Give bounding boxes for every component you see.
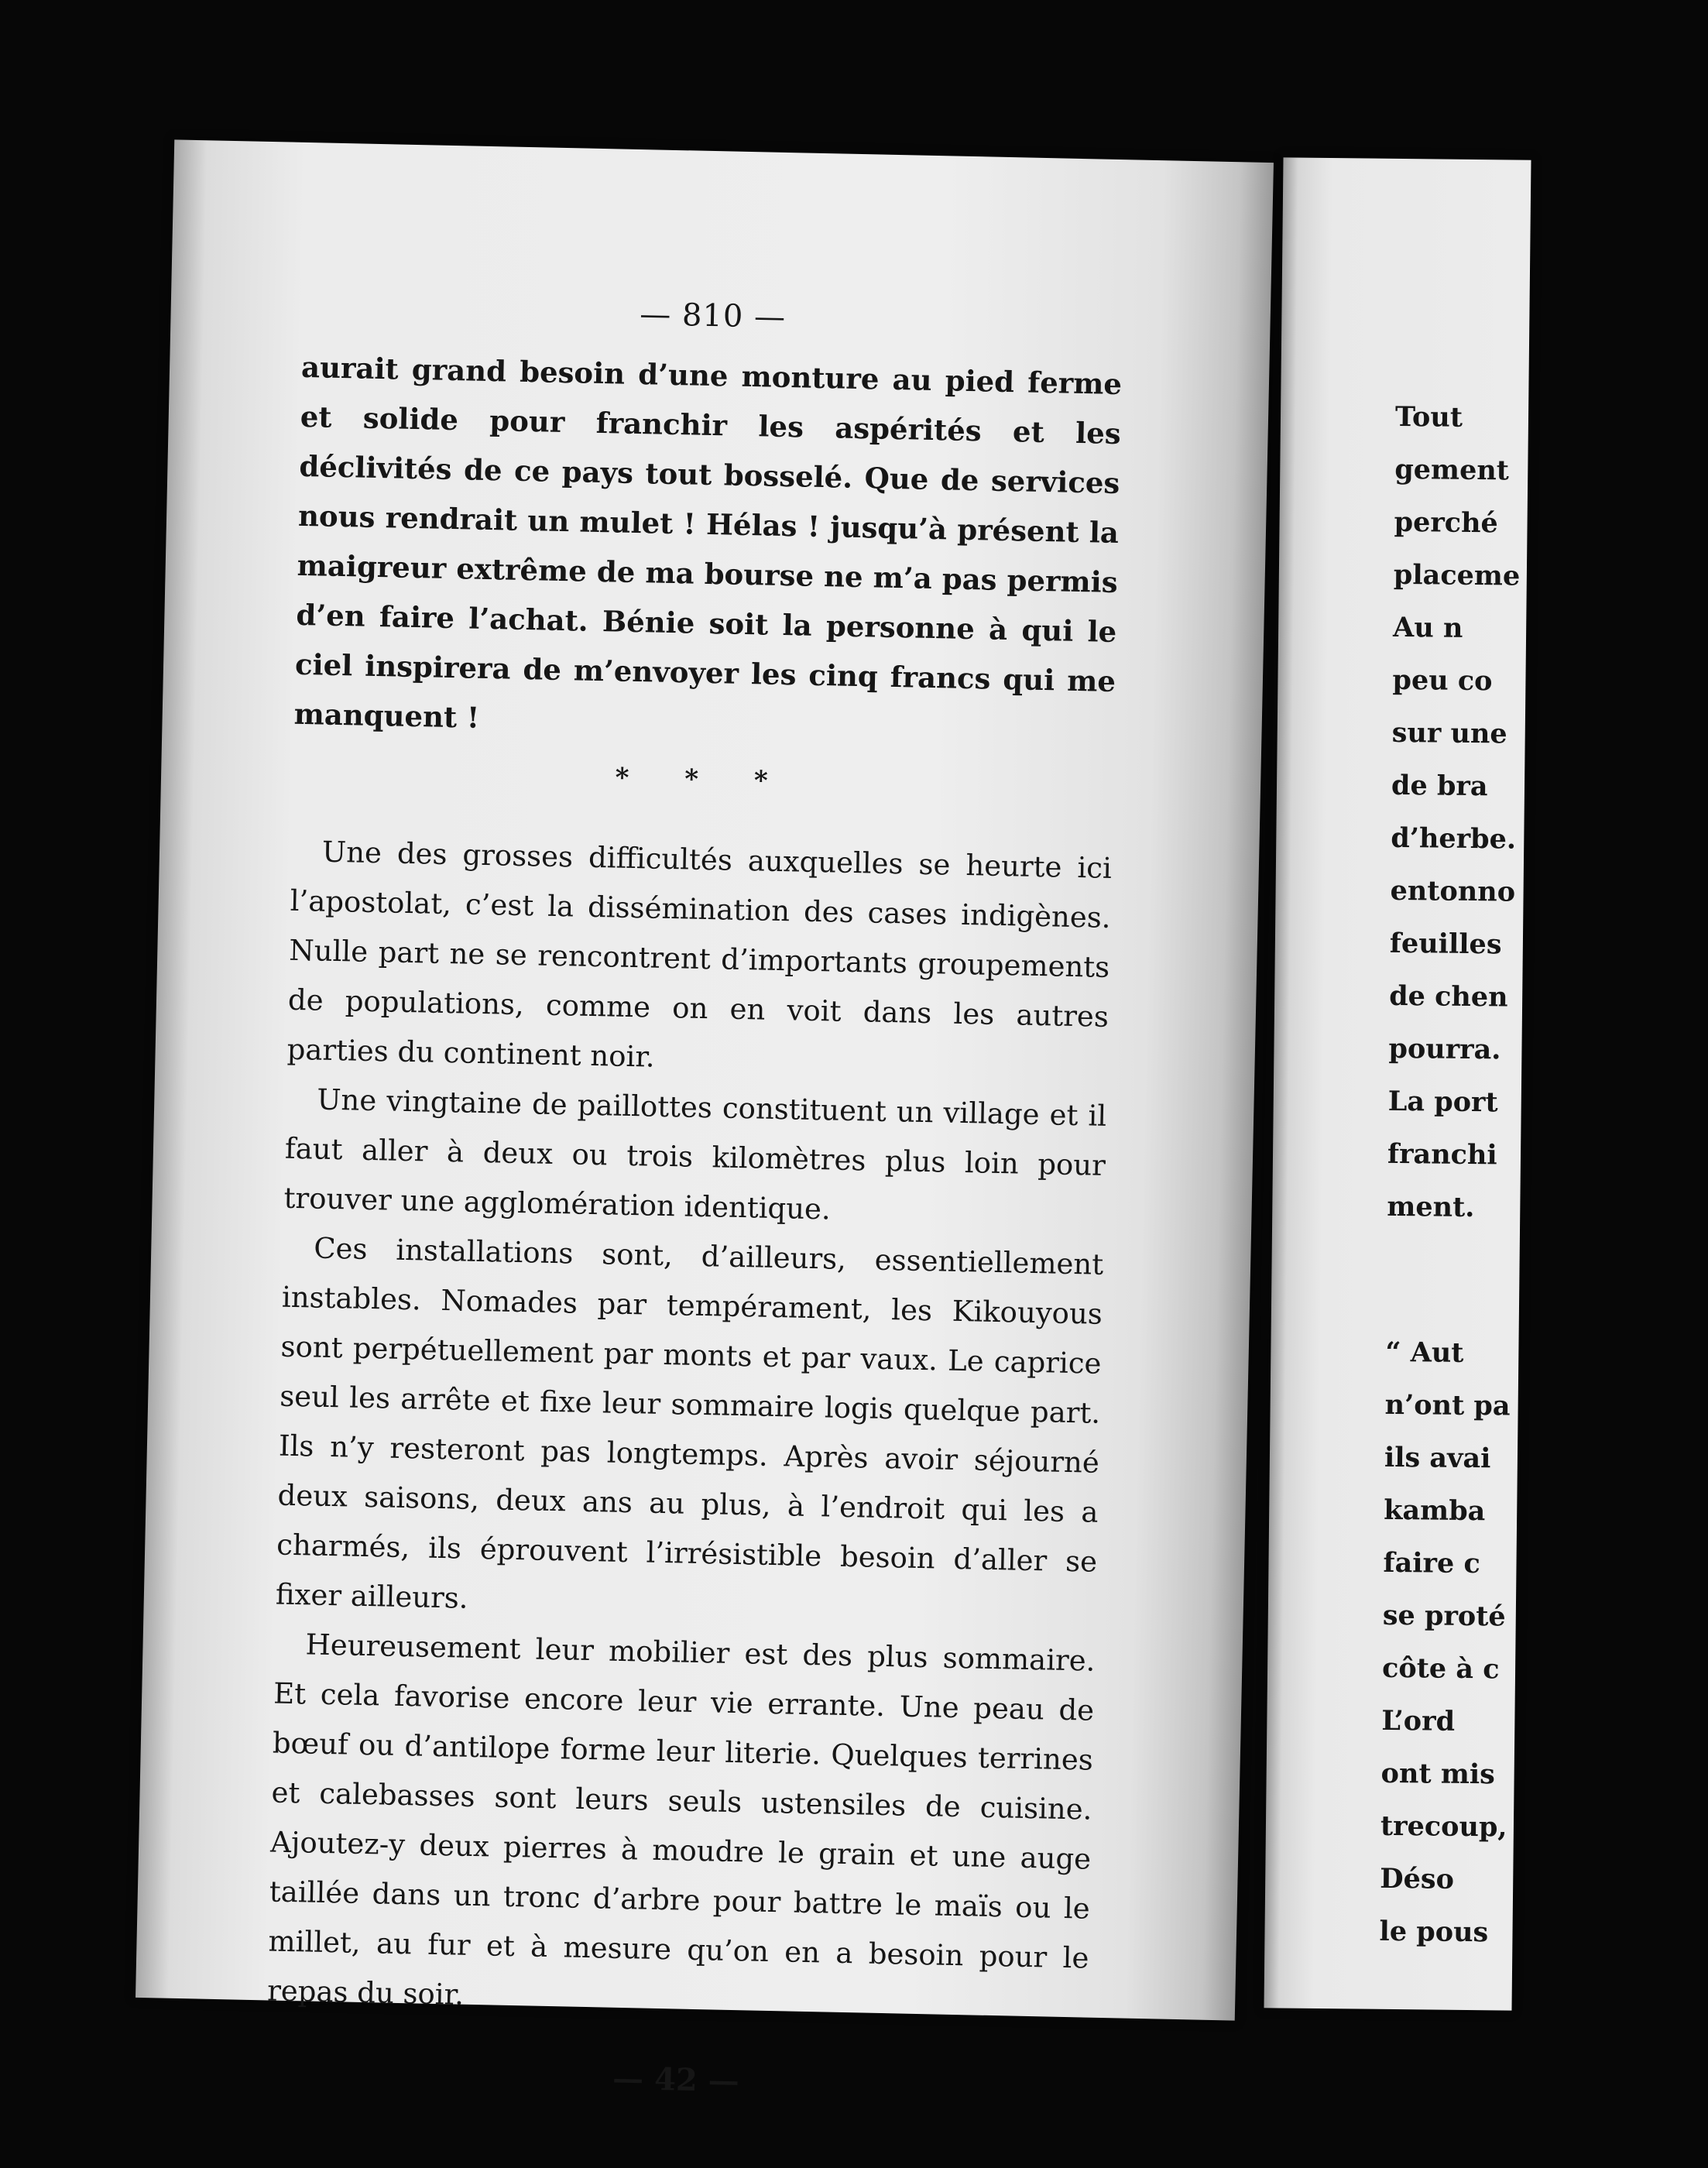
line-fragment: “ Aut [1385, 1336, 1464, 1369]
line-fragment: peu co [1392, 664, 1493, 698]
line-fragment: placeme [1393, 558, 1521, 592]
line-fragment: perché [1394, 506, 1499, 540]
line-fragment: Déso [1380, 1862, 1455, 1895]
line-fragment: La port [1387, 1085, 1498, 1119]
page-header-number: — 810 — [639, 297, 787, 335]
left-book-page [135, 139, 1274, 2100]
line-fragment: faire c [1383, 1546, 1480, 1580]
line-fragment: se proté [1382, 1599, 1506, 1633]
left-page-text-block [266, 290, 1123, 2107]
line-fragment: feuilles [1389, 927, 1502, 961]
line-fragment: côte à c [1381, 1652, 1500, 1686]
line-fragment: Au n [1392, 611, 1463, 644]
line-fragment: ment. [1387, 1190, 1475, 1224]
line-fragment: Tout [1394, 400, 1463, 434]
line-fragment: pourra. [1388, 1032, 1501, 1066]
right-page-text-fragments [1379, 391, 1705, 1961]
line-fragment: kamba [1384, 1494, 1486, 1528]
paragraph-installations: Ces installations sont, d’ailleurs, essentiellement instables. Nomades par tempérament, les Kikouyous sont perpétuellement par monts et par vaux. Le caprice seul les arrête et fixe leur sommaire logis quelque part. Ils n’y resteront pas longtemps. Après avoir séjourné deux saisons, deux ans au plus, à l’endroit qui les a charmés, ils éprouvent l’irrésistible besoin d’aller se fixer ailleurs. [275, 1231, 1104, 1615]
line-fragment: franchi [1387, 1137, 1497, 1171]
line-fragment: L’ord [1381, 1704, 1456, 1737]
line-fragment: trecoup, [1380, 1810, 1507, 1844]
line-fragment: ils avai [1384, 1441, 1491, 1475]
line-fragment: de bra [1391, 769, 1488, 803]
line-fragment: entonno [1390, 874, 1516, 908]
line-fragment: ont mis [1380, 1757, 1496, 1791]
line-fragment: n’ont pa [1384, 1388, 1511, 1422]
right-book-page [1264, 157, 1531, 2010]
line-fragment: gement [1394, 453, 1510, 487]
line-fragment: de chen [1388, 979, 1508, 1014]
paragraph-mobilier: Heureusement leur mobilier est des plus sommaire. Et cela favorise encore leur vie errante. Une peau de bœuf ou d’antilope forme leur literie. Quelques terrines et calebasses sont leurs seuls ustensiles de cuisine. Ajoutez-y deux pierres à moudre le grain et une auge taillée dans un tronc d’arbre pour battre le maïs ou le millet, au fur et à mesure qu’on en a besoin pour le repas du soir. [266, 1628, 1096, 2012]
line-fragment: d’herbe. [1391, 822, 1517, 856]
page-footer-number: — 42 — [612, 2060, 740, 2100]
paragraph-continued: aurait grand besoin d’une monture au pied ferme et solide pour franchir les aspérités et les déclivités de ce pays tout bosselé. Que de services nous rendrait un mulet ! Hélas ! jusqu’à présent la maigreur extrême de ma bourse ne m’a pas permis d’en faire l’achat. Bénie soit la personne à qui le ciel inspirera de m’envoyer les cinq francs qui me manquent ! [293, 349, 1123, 735]
line-fragment: sur une [1391, 716, 1507, 750]
line-fragment: le pous [1379, 1915, 1489, 1949]
section-separator: * * * [615, 762, 792, 798]
paragraph-village: Une vingtaine de paillottes constituent un village et il faut aller à deux ou trois kilomètres plus loin pour trouver une agglomération identique. [283, 1082, 1107, 1226]
paragraph-dissemination: Une des grosses difficultés auxquelles se heurte ici l’apostolat, c’est la dissémination des cases indigènes. Nulle part ne se rencontrent d’importants groupements de populations, comme on en voit dans les autres parties du continent noir. [286, 835, 1113, 1074]
